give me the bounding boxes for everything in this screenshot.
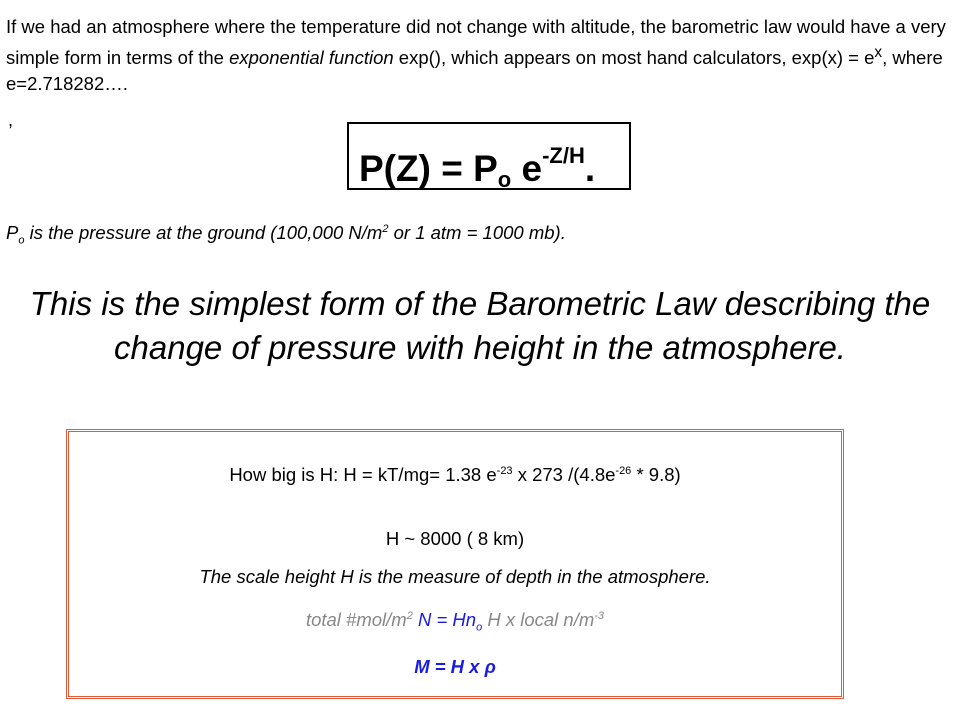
intro-text-a: If we had an atmosphere where the temperature did not change with altitude, the barometric law would have a very simple form in terms of the (6, 16, 946, 69)
po-sub: o (18, 234, 25, 247)
calc-l4-c: H x local n/m (482, 609, 595, 630)
intro-sup-x: x (874, 44, 883, 61)
calc-l1-a: How big is H: H = kT/mg= 1.38 e (229, 464, 497, 485)
formula-left: P(Z) = P (359, 148, 498, 189)
column-molecules-line (69, 609, 841, 634)
barometric-formula (359, 134, 595, 202)
formula-exponent: -Z/H (542, 143, 585, 168)
calc-l1-c: * 9.8) (631, 464, 681, 485)
stray-comma: , (8, 110, 14, 130)
po-sup: 2 (382, 222, 389, 235)
po-text-a: is the pressure at the ground (100,000 N/m (24, 222, 383, 243)
scale-height-box (66, 429, 844, 699)
po-p: P (6, 222, 19, 243)
ground-pressure-note (6, 222, 566, 247)
formula-sub: o (497, 167, 512, 192)
scale-height-result: H ~ 8000 ( 8 km) (385, 528, 525, 549)
calc-l1-sup1: -23 (496, 464, 513, 477)
calc-l4-b: N = Hn (412, 609, 477, 630)
calc-l1-sup2: -26 (615, 464, 632, 477)
formula-box (347, 122, 631, 190)
intro-text-d: , where e=2.718282…. (6, 47, 943, 95)
intro-text-emphasis: exponential function (229, 47, 394, 69)
calc-l4-a: total #mol/m (305, 609, 407, 630)
calc-l1-b: x 273 /(4.8e (512, 464, 616, 485)
formula-end: . (584, 148, 596, 189)
barometric-law-statement: This is the simplest form of the Barometric Law describing the change of pressure with height in the atmosphere. (29, 285, 931, 366)
calc-l4-sup: 2 (406, 609, 413, 622)
scale-height-definition: The scale height H is the measure of depth in the atmosphere. (199, 566, 711, 587)
formula-e: e (511, 148, 543, 189)
calc-l4-sub: o (476, 621, 483, 634)
calc-l4-blue (412, 609, 483, 634)
calc-l4-sup2: -3 (594, 609, 605, 622)
scale-height-calculation (69, 464, 841, 486)
intro-paragraph (6, 14, 956, 97)
intro-text-c: exp(), which appears on most hand calculators, exp(x) = e (393, 47, 875, 69)
column-mass-line: M = H x ρ (414, 656, 496, 677)
po-text-b: or 1 atm = 1000 mb). (388, 222, 566, 243)
